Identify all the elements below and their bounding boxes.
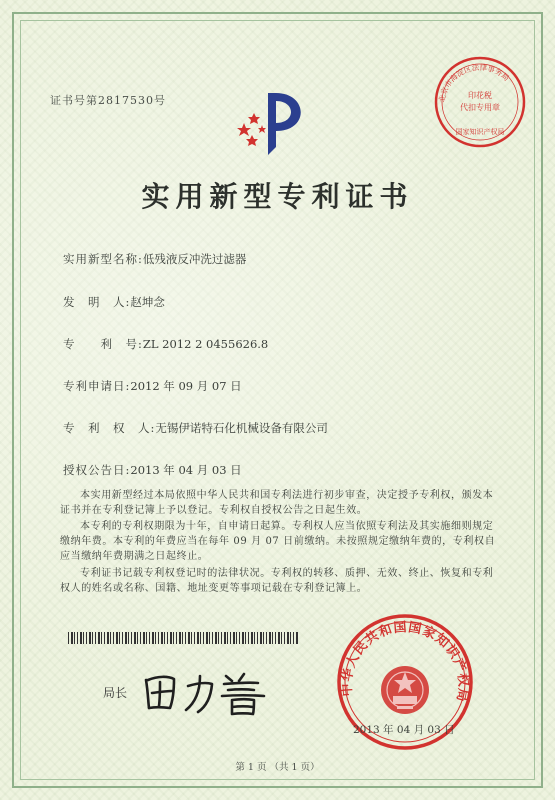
patent-office-logo bbox=[230, 85, 310, 165]
tax-seal-stamp bbox=[432, 54, 528, 150]
director-label: 局长 bbox=[103, 686, 128, 700]
field-utility-model-name bbox=[63, 251, 246, 267]
barcode bbox=[68, 632, 298, 644]
svg-text:北京市海淀区法律事务局: 北京市海淀区法律事务局 bbox=[437, 62, 511, 103]
paragraph-grant: 本实用新型经过本局依照中华人民共和国专利法进行初步审查，决定授予专利权，颁发本证书并在专利登记簿上予以登记。专利权自授权公告之日起生效。 bbox=[60, 490, 494, 516]
director-signature bbox=[140, 666, 280, 716]
field-value: 无锡伊诺特石化机械设备有限公司 bbox=[155, 421, 328, 435]
field-label: 发 明 人: bbox=[63, 295, 131, 309]
page-number: 第 1 页 （共 1 页） bbox=[235, 762, 320, 773]
field-label: 专 利 权 人: bbox=[63, 421, 156, 435]
field-label: 实用新型名称: bbox=[63, 252, 143, 266]
field-value: 2013 年 04 月 03 日 bbox=[130, 463, 242, 477]
svg-text:代扣专用章: 代扣专用章 bbox=[460, 103, 500, 112]
field-application-date bbox=[63, 378, 242, 394]
paragraph-legal-status: 专利证书记载专利权登记时的法律状况。专利权的转移、质押、无效、终止、恢复和专利权人的姓名或名称、国籍、地址变更等事项记载在专利登记簿上。 bbox=[60, 568, 494, 594]
field-label: 专 利 号: bbox=[63, 337, 143, 351]
svg-text:国家知识产权局: 国家知识产权局 bbox=[455, 128, 505, 136]
field-grant-date bbox=[63, 462, 242, 478]
field-value: 赵坤念 bbox=[130, 295, 165, 309]
issue-date: 2013 年 04 月 03 日 bbox=[353, 724, 455, 736]
field-value: 2012 年 09 月 07 日 bbox=[130, 379, 242, 393]
field-patentee bbox=[63, 420, 328, 436]
paragraph-term: 本专利的专利权期限为十年，自申请日起算。专利权人应当依照专利法及其实施细则规定缴纳年费。本专利的年费应当在每年 09 月 07 日前缴纳。未按照规定缴纳年费的，专利权自应当缴纳年费期满之日起终止。 bbox=[60, 521, 496, 562]
svg-text:中华人民共和国国家知识产权局: 中华人民共和国国家知识产权局 bbox=[339, 620, 471, 704]
svg-text:印花税: 印花税 bbox=[468, 91, 492, 100]
field-value: ZL 2012 2 0455626.8 bbox=[142, 337, 269, 351]
certificate-number: 证书号第2817530号 bbox=[50, 94, 166, 107]
field-inventor bbox=[63, 294, 165, 310]
field-value: 低残液反冲洗过滤器 bbox=[142, 252, 247, 266]
certificate-title: 实用新型专利证书 bbox=[141, 180, 414, 213]
field-label: 授权公告日: bbox=[63, 463, 131, 477]
field-patent-number bbox=[63, 336, 268, 352]
field-label: 专利申请日: bbox=[63, 379, 131, 393]
